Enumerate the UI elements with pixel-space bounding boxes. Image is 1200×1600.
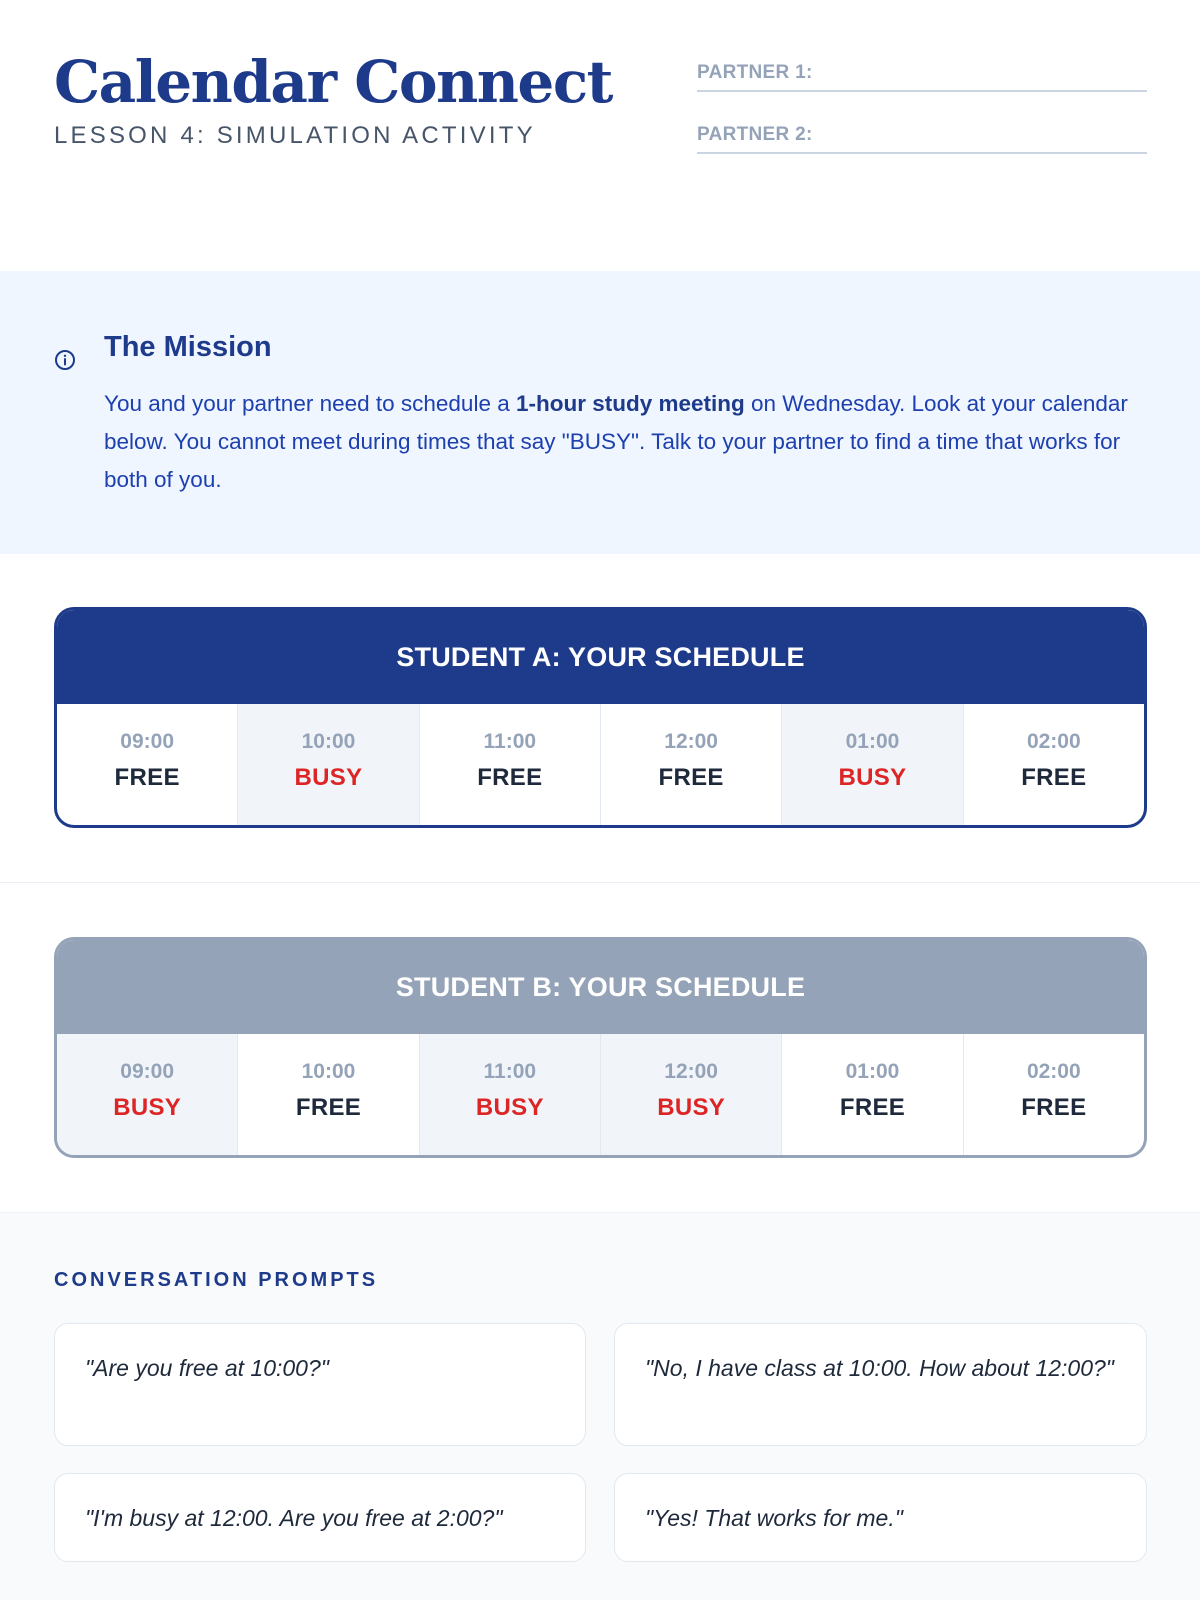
student-a-slots <box>57 704 1144 825</box>
worksheet-header <box>0 0 1200 271</box>
student-b-slots <box>57 1034 1144 1155</box>
mission-text-end: on Wednesday. Look at your calendar below. You cannot meet during times that say "BUSY". Talk to your partner to find a time that works for both of you. <box>104 391 1128 492</box>
partner-2-label: PARTNER 2: <box>697 124 813 145</box>
slot-status: FREE <box>1021 1094 1087 1121</box>
lesson-subtitle: LESSON 4: SIMULATION ACTIVITY <box>54 122 536 149</box>
time-slot <box>419 1034 600 1155</box>
slot-status: BUSY <box>113 1094 182 1121</box>
time-slot <box>237 1034 418 1155</box>
student-b-heading: STUDENT B: YOUR SCHEDULE <box>57 940 1144 1034</box>
time-slot <box>237 704 418 825</box>
partner-1-label: PARTNER 1: <box>697 62 813 83</box>
student-a-heading: STUDENT A: YOUR SCHEDULE <box>57 610 1144 704</box>
mission-title: The Mission <box>104 331 272 363</box>
mission-text <box>104 385 1144 499</box>
prompt-card: "Are you free at 10:00?" <box>54 1323 586 1446</box>
time-slot <box>600 704 781 825</box>
mission-text-highlight: 1-hour study meeting <box>515 391 745 416</box>
slot-status: FREE <box>477 764 543 791</box>
info-icon <box>54 349 76 371</box>
slot-time: 12:00 <box>664 730 718 753</box>
slot-time: 01:00 <box>845 1060 900 1083</box>
time-slot <box>600 1034 781 1155</box>
time-slot <box>963 1034 1144 1155</box>
slot-time: 09:00 <box>120 730 175 753</box>
student-a-schedule <box>54 607 1147 828</box>
slot-status: BUSY <box>294 764 363 791</box>
slot-time: 02:00 <box>1026 730 1081 753</box>
time-slot <box>963 704 1144 825</box>
prompt-card: "I'm busy at 12:00. Are you free at 2:00?" <box>54 1473 586 1562</box>
slot-status: BUSY <box>838 764 907 791</box>
prompt-card: "No, I have class at 10:00. How about 12:00?" <box>614 1323 1147 1446</box>
section-divider <box>0 882 1200 883</box>
prompt-card: "Yes! That works for me." <box>614 1473 1147 1562</box>
time-slot <box>57 1034 237 1155</box>
partner-1-field[interactable] <box>697 62 1147 92</box>
slot-time: 09:00 <box>120 1060 175 1083</box>
slot-status: FREE <box>658 764 724 791</box>
slot-status: FREE <box>295 1094 362 1121</box>
page-title: Calendar Connect <box>54 48 612 116</box>
time-slot <box>781 704 962 825</box>
time-slot <box>419 704 600 825</box>
student-b-schedule <box>54 937 1147 1158</box>
slot-status: FREE <box>114 764 180 791</box>
slot-status: FREE <box>1021 764 1087 791</box>
prompts-title: CONVERSATION PROMPTS <box>54 1269 379 1291</box>
slot-time: 12:00 <box>664 1060 718 1083</box>
slot-time: 02:00 <box>1026 1060 1081 1083</box>
slot-status: FREE <box>839 1094 906 1121</box>
partner-2-field[interactable] <box>697 124 1147 154</box>
slot-time: 11:00 <box>483 1060 537 1083</box>
slot-status: BUSY <box>475 1094 544 1121</box>
mission-text-start: You and your partner need to schedule a <box>104 391 516 416</box>
slot-time: 10:00 <box>301 1060 356 1083</box>
conversation-prompts-section <box>0 1212 1200 1600</box>
slot-time: 01:00 <box>845 730 900 753</box>
time-slot <box>781 1034 962 1155</box>
slot-status: BUSY <box>657 1094 726 1121</box>
time-slot <box>57 704 237 825</box>
slot-time: 11:00 <box>483 730 537 753</box>
slot-time: 10:00 <box>301 730 356 753</box>
mission-section <box>0 271 1200 554</box>
